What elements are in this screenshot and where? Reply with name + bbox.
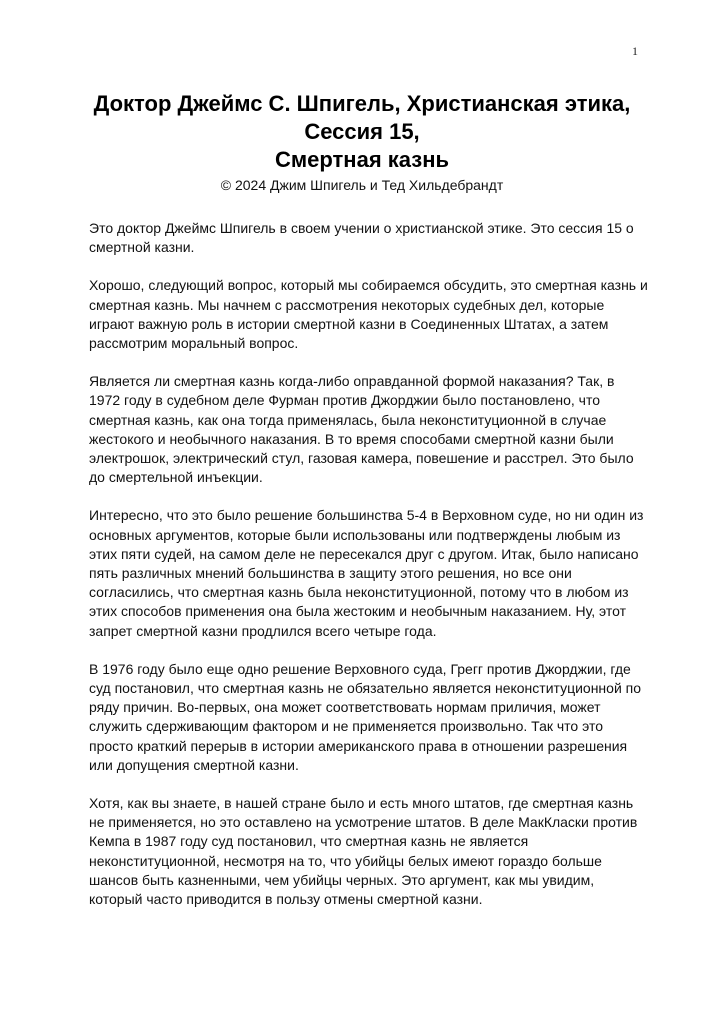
paragraph: Хотя, как вы знаете, в нашей стране было и есть много штатов, где смертная казнь не применяется, но это оставлено на усмотрение штатов. В деле МакКласки против Кемпа в 1987 году суд постановил, что смертная казнь не является неконституционной, несмотря на то, что убийцы белых имеют гораздо больше шансов быть казненными, чем убийцы черных. Это аргумент, как мы увидим, который часто приводится в пользу отмены смертной казни. (89, 795, 638, 908)
paragraph: В 1976 году было еще одно решение Верховного суда, Грегг против Джорджии, где суд постановил, что смертная казнь не обязательно является неконституционной по ряду причин. Во-первых, она может соответствовать нормам приличия, может служить сдерживающим фактором и не применяется произвольно. Так что это просто краткий перерыв в истории американского права в отношении разрешения или допущения смертной казни. (89, 660, 642, 773)
document-header (60, 90, 664, 194)
paragraph: Это доктор Джеймс Шпигель в своем учении о христианской этике. Это сессия 15 о смертной казни. (89, 220, 634, 256)
document-title (60, 90, 664, 174)
paragraph: Является ли смертная казнь когда-либо оправданной формой наказания? Так, в 1972 году в судебном деле Фурман против Джорджии было постановлено, что смертная казнь, как она тогда применялась, была неконституционной в случае жестокого и необычного наказания. В то время способами смертной казни были электрошок, электрический стул, газовая камера, повешение и расстрел. Это было до смертельной инъекции. (89, 373, 634, 486)
paragraph: Интересно, что это было решение большинства 5-4 в Верховном суде, но ни один из основных аргументов, которые были использованы или подтверждены любым из этих пяти судей, на самом деле не пересекался друг с другом. Итак, было написано пять различных мнений большинства в защиту этого решения, но все они согласились, что смертная казнь была неконституционной, потому что в любом из этих способов применения она была жестоким и необычным наказанием. Ну, этот запрет смертной казни продлился всего четыре года. (89, 507, 644, 639)
page-number: 1 (632, 44, 638, 58)
paragraph: Хорошо, следующий вопрос, который мы собираемся обсудить, это смертная казнь и смертная казнь. Мы начнем с рассмотрения некоторых судебных дел, которые играют важную роль в истории смертной казни в Соединенных Штатах, а затем рассмотрим моральный вопрос. (89, 277, 648, 352)
title-line-3: Смертная казнь (274, 147, 450, 172)
document-body (89, 219, 649, 928)
title-line-2: Сессия 15, (304, 119, 420, 144)
copyright-notice: © 2024 Джим Шпигель и Тед Хильдебрандт (220, 177, 504, 193)
title-line-1: Доктор Джеймс С. Шпигель, Христианская этика, (93, 91, 631, 116)
